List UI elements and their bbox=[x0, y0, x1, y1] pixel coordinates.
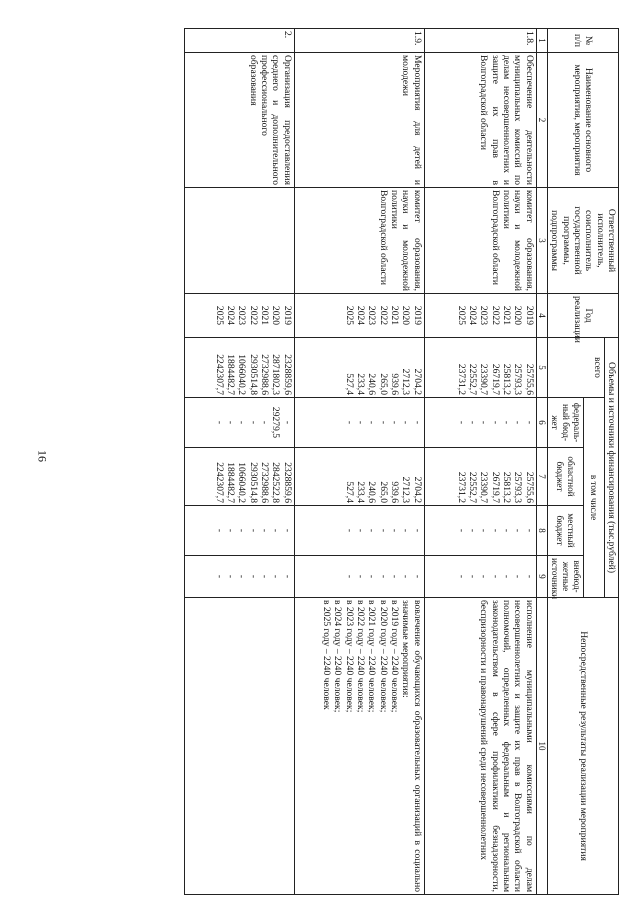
row-regional: 25755,6 25793,3 25813,2 26719,7 23390,7 22552,7 23731,2 bbox=[424, 448, 536, 506]
header-including: в том числе bbox=[583, 398, 604, 598]
row-local: - - - - - - - bbox=[184, 506, 294, 556]
header-funding: Объемы и источники финансирования (тыс.рублей) bbox=[604, 338, 618, 598]
header-local: местный бюджет bbox=[548, 506, 584, 556]
row-responsible bbox=[184, 188, 294, 294]
row-federal: - 29279,5 - - - - - bbox=[184, 398, 294, 448]
row-federal: - - - - - - - bbox=[424, 398, 536, 448]
col-number: 10 bbox=[536, 598, 548, 895]
table-row bbox=[424, 29, 536, 895]
row-no: 1.8. bbox=[424, 29, 536, 53]
row-total: 2328859,6 2871802,3 2732988,6 2930514,8 1066040,2 1884482,7 2242307,7 bbox=[184, 338, 294, 398]
row-responsible: комитет образования, науки и молодежной политики Волгоградской области bbox=[424, 188, 536, 294]
header-responsible: Ответственный исполнитель, соисполнитель государственной программы, подпрограммы bbox=[548, 188, 619, 294]
row-total: 25755,6 25793,3 25813,2 26719,7 23390,7 22552,7 23731,2 bbox=[424, 338, 536, 398]
row-extrabudget: - - - - - - - bbox=[184, 556, 294, 598]
row-regional: 2704,2 2712,3 939,6 265,0 240,6 233,4 527,4 bbox=[294, 448, 424, 506]
col-number: 9 bbox=[536, 556, 548, 598]
col-number: 6 bbox=[536, 398, 548, 448]
row-no: 2. bbox=[184, 29, 294, 53]
col-number: 3 bbox=[536, 188, 548, 294]
col-number: 5 bbox=[536, 338, 548, 398]
header-regional: областной бюджет bbox=[548, 448, 584, 506]
row-total: 2704,2 2712,3 939,6 265,0 240,6 233,4 527,4 bbox=[294, 338, 424, 398]
row-responsible: комитет образования, науки и молодежной политики Волгоградской области bbox=[294, 188, 424, 294]
row-extrabudget: - - - - - - - bbox=[424, 556, 536, 598]
rotated-table-container bbox=[159, 28, 619, 894]
row-local: - - - - - - - bbox=[424, 506, 536, 556]
row-federal: - - - - - - - bbox=[294, 398, 424, 448]
table-row bbox=[184, 29, 294, 895]
table-row bbox=[294, 29, 424, 895]
page-number: 16 bbox=[35, 450, 50, 462]
row-name: Обеспечение деятельности муниципальных комиссий по делам несовершеннолетних и защите их прав в Волгоградской области bbox=[424, 53, 536, 188]
row-years: 2019 2020 2021 2022 2023 2024 2025 bbox=[294, 294, 424, 338]
header-no: № п/п bbox=[548, 29, 619, 53]
row-regional: 2328859,6 2842522,8 2732988,6 2930514,8 1066040,2 1884482,7 2242307,7 bbox=[184, 448, 294, 506]
row-years: 2019 2020 2021 2022 2023 2024 2025 bbox=[424, 294, 536, 338]
row-name: Мероприятия для детей и молодежи bbox=[294, 53, 424, 188]
col-number: 1 bbox=[536, 29, 548, 53]
header-year: Год реализации bbox=[548, 294, 619, 338]
row-result: исполнение муниципальными комиссиями по делам несовершеннолетних и защите их прав в Волгоградской области полномочий, определенных федеральным и региональным законодательством в сфере профилактики безнадзорности, беспризорности и правонарушений среди несовершеннолетних bbox=[424, 598, 536, 895]
col-number: 4 bbox=[536, 294, 548, 338]
program-activities-table bbox=[184, 28, 619, 895]
row-extrabudget: - - - - - - - bbox=[294, 556, 424, 598]
header-federal: федераль- ный бюд- жет bbox=[548, 398, 584, 448]
col-number: 2 bbox=[536, 53, 548, 188]
row-years: 2019 2020 2021 2022 2023 2024 2025 bbox=[184, 294, 294, 338]
col-number: 8 bbox=[536, 506, 548, 556]
row-no: 1.9. bbox=[294, 29, 424, 53]
header-total: всего bbox=[548, 338, 605, 398]
row-result bbox=[184, 598, 294, 895]
row-name: Организация предоставления среднего и дополнительного профессионального образования bbox=[184, 53, 294, 188]
header-result: Непосредственные результаты реализации мероприятия bbox=[548, 598, 619, 895]
col-number: 7 bbox=[536, 448, 548, 506]
row-result: вовлечение обучающихся образовательных организаций в социально значимые мероприятия: в 2019 году – 2240 человек; в 2020 году – 2240 человек; в 2021 году – 2240 человек; в 2022 году – 2240 человек; в 2023 году – 2240 человек; в 2024 году – 2240 человек; в 2025 году – 2240 человек bbox=[294, 598, 424, 895]
header-name: Наименование основного мероприятия, мероприятия bbox=[548, 53, 619, 188]
row-local: - - - - - - - bbox=[294, 506, 424, 556]
header-extrabudget: внебюд- жетные источники bbox=[548, 556, 584, 598]
